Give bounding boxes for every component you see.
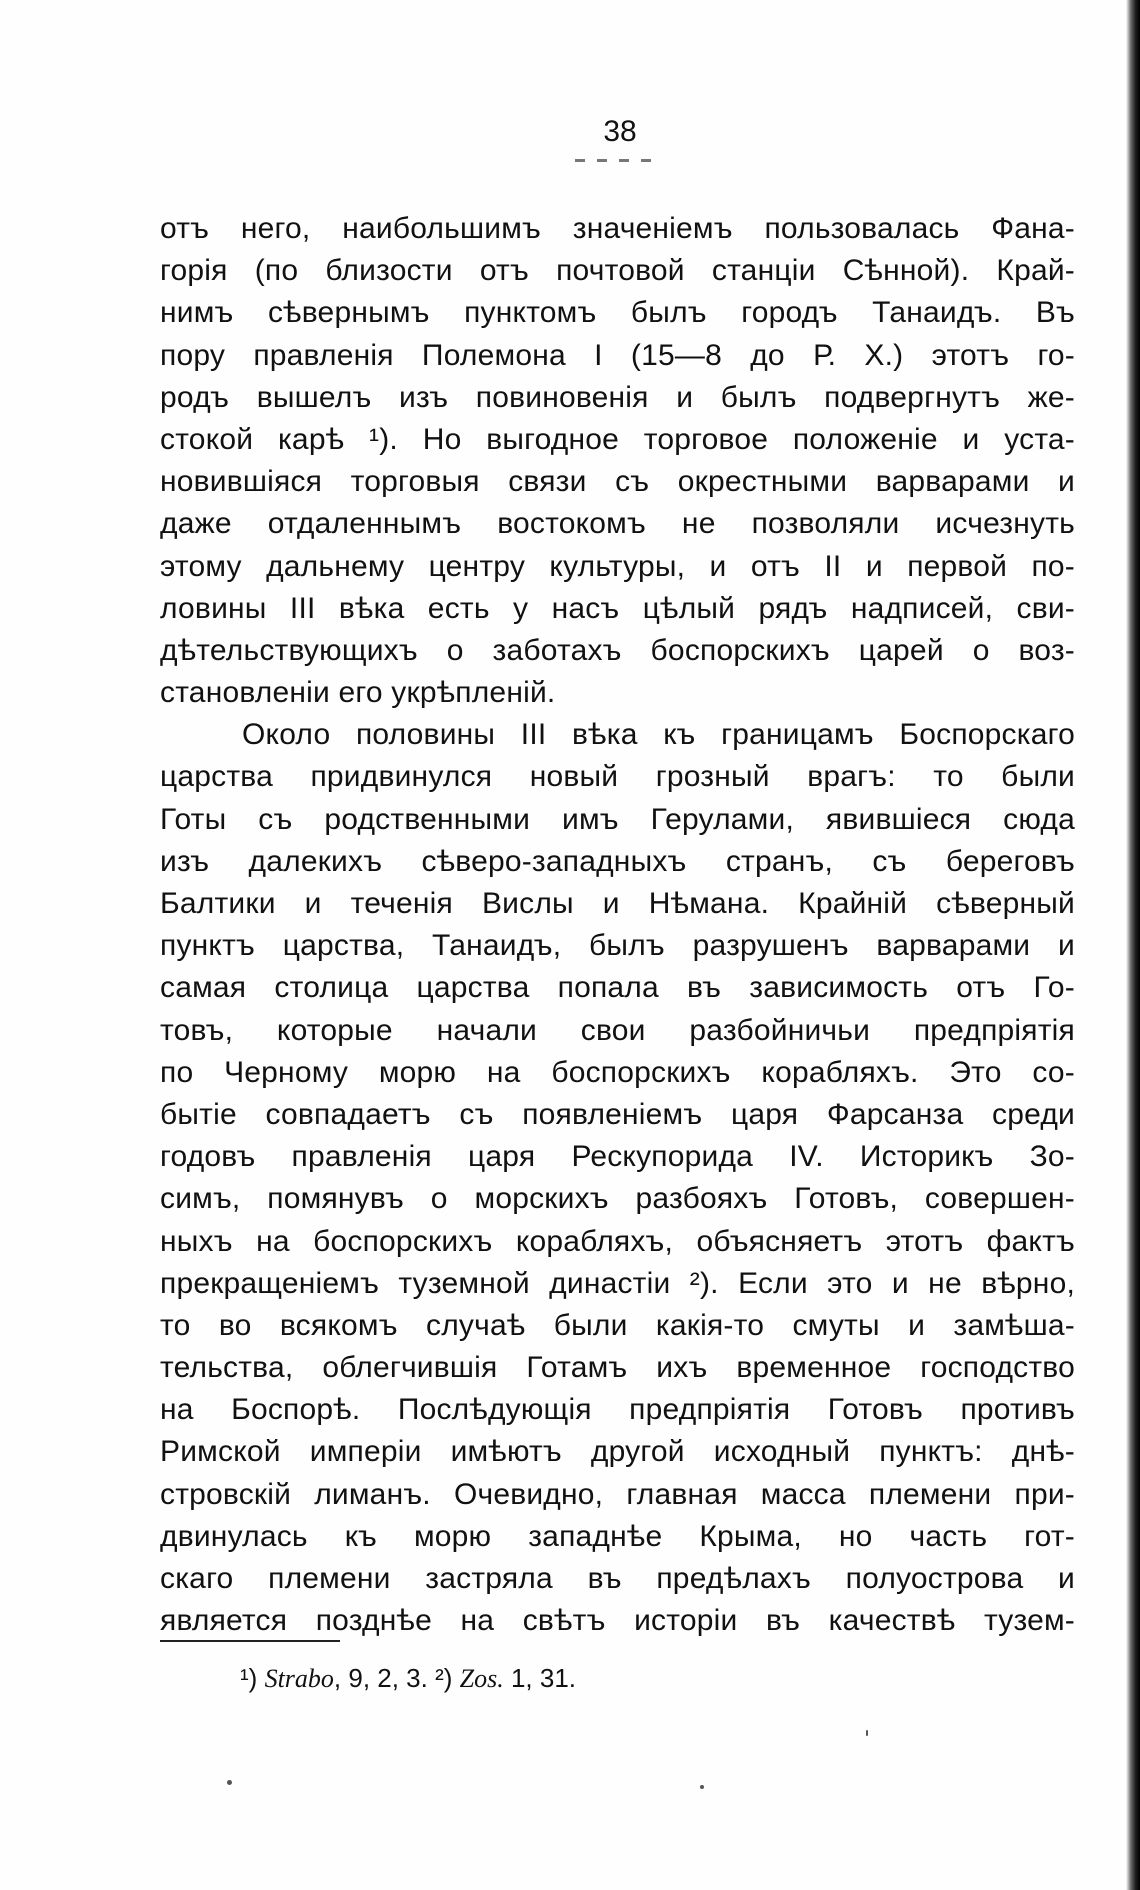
text-line: то во всякомъ случаѣ были какiя-то смуты и замѣша-: [160, 1308, 1075, 1342]
text-line: стровскiй лиманъ. Очевидно, главная масса племени при-: [160, 1477, 1075, 1511]
text-line: ныхъ на боспорскихъ корабляхъ, объясняетъ этотъ фактъ: [160, 1224, 1075, 1258]
text-line: пунктъ царства, Танаидъ, былъ разрушенъ варварами и: [160, 929, 1075, 963]
text-line: отъ него, наибольшимъ значенiемъ пользовалась Фана-: [160, 212, 1075, 245]
text-line: стокой карѣ ¹). Но выгодное торговое положенiе и уста-: [160, 422, 1075, 456]
text-line: бытiе совпадаетъ съ появленiемъ царя Фарсанза среди: [160, 1097, 1075, 1131]
page-number: 38: [603, 115, 637, 148]
footnote-separator: [160, 1640, 340, 1642]
page-edge-shadow: [1126, 0, 1140, 1890]
text-line: горiя (по близости отъ почтовой станцiи Сѣнной). Край-: [160, 254, 1075, 288]
text-line: прекращенiемъ туземной династiи ²). Если это и не вѣрно,: [160, 1266, 1075, 1300]
text-line: симъ, помянувъ о морскихъ разбояхъ Готовъ, совершен-: [160, 1182, 1075, 1216]
text-line: скаго племени застряла въ предѣлахъ полуострова и: [160, 1562, 1075, 1595]
text-line: становленiи его укрѣпленiй.: [160, 676, 556, 710]
text-line: Римской имперiи имѣютъ другой исходный пунктъ: днѣ-: [160, 1435, 1075, 1469]
text-line: Балтики и теченiя Вислы и Нѣмана. Крайнiй сѣверный: [160, 887, 1075, 920]
text-line: новившiяся торговыя связи съ окрестными варварами и: [160, 465, 1075, 499]
text-line: этому дальнему центру культуры, и отъ II и первой по-: [160, 549, 1075, 583]
text-line: нимъ сѣвернымъ пунктомъ былъ городъ Танаидъ. Въ: [160, 296, 1075, 330]
text-line: пору правленiя Полемона I (15—8 до Р. Х.) этотъ го-: [160, 338, 1075, 372]
text-line: товъ, которые начали свои разбойничьи предпрiятiя: [160, 1013, 1075, 1047]
footnote-locator-2: 1, 31.: [503, 1663, 577, 1693]
text-line: Около половины III вѣка къ границамъ Боспорскаго: [242, 718, 1075, 752]
footnote-source-strabo: Strabo: [264, 1664, 334, 1693]
text-line: ловины III вѣка есть у насъ цѣлый рядъ надписей, сви-: [160, 591, 1075, 625]
text-line: Готы съ родственными имъ Герулами, явившiеся сюда: [160, 802, 1075, 836]
page-number-underline: [575, 159, 655, 162]
text-line: двинулась къ морю западнѣе Крыма, но часть гот-: [160, 1519, 1075, 1553]
text-line: является позднѣе на свѣтъ исторiи въ качествѣ тузем-: [160, 1604, 1075, 1638]
text-line: по Черному морю на боспорскихъ корабляхъ. Это со-: [160, 1055, 1075, 1089]
text-line: годовъ правленiя царя Рескупорида IV. Историкъ Зо-: [160, 1140, 1075, 1174]
text-line: родъ вышелъ изъ повиновенiя и былъ подвергнутъ же-: [160, 380, 1075, 414]
footnote-source-zosimus: Zos.: [459, 1664, 504, 1693]
text-line: даже отдаленнымъ востокомъ не позволяли исчезнуть: [160, 507, 1075, 541]
body-text: [160, 208, 1075, 1642]
footnote-marker-2: ²): [435, 1663, 453, 1693]
scan-speck: [866, 1730, 868, 1736]
text-line: на Боспорѣ. Послѣдующiя предпрiятiя Готовъ противъ: [160, 1393, 1075, 1427]
footnotes: [240, 1660, 576, 1697]
text-line: изъ далекихъ сѣверо-западныхъ странъ, съ береговъ: [160, 844, 1075, 878]
footnote-marker-1: ¹): [240, 1663, 258, 1693]
scan-speck: [227, 1780, 232, 1785]
text-line: дѣтельствующихъ о заботахъ боспорскихъ царей о воз-: [160, 633, 1075, 667]
text-line: тельства, облегчившiя Готамъ ихъ временное господство: [160, 1351, 1075, 1385]
text-line: царства придвинулся новый грозный врагъ: то были: [160, 760, 1075, 794]
text-line: самая столица царства попала въ зависимость отъ Го-: [160, 971, 1075, 1005]
scan-speck: [700, 1785, 704, 1789]
footnote-locator-1: , 9, 2, 3.: [333, 1663, 428, 1693]
